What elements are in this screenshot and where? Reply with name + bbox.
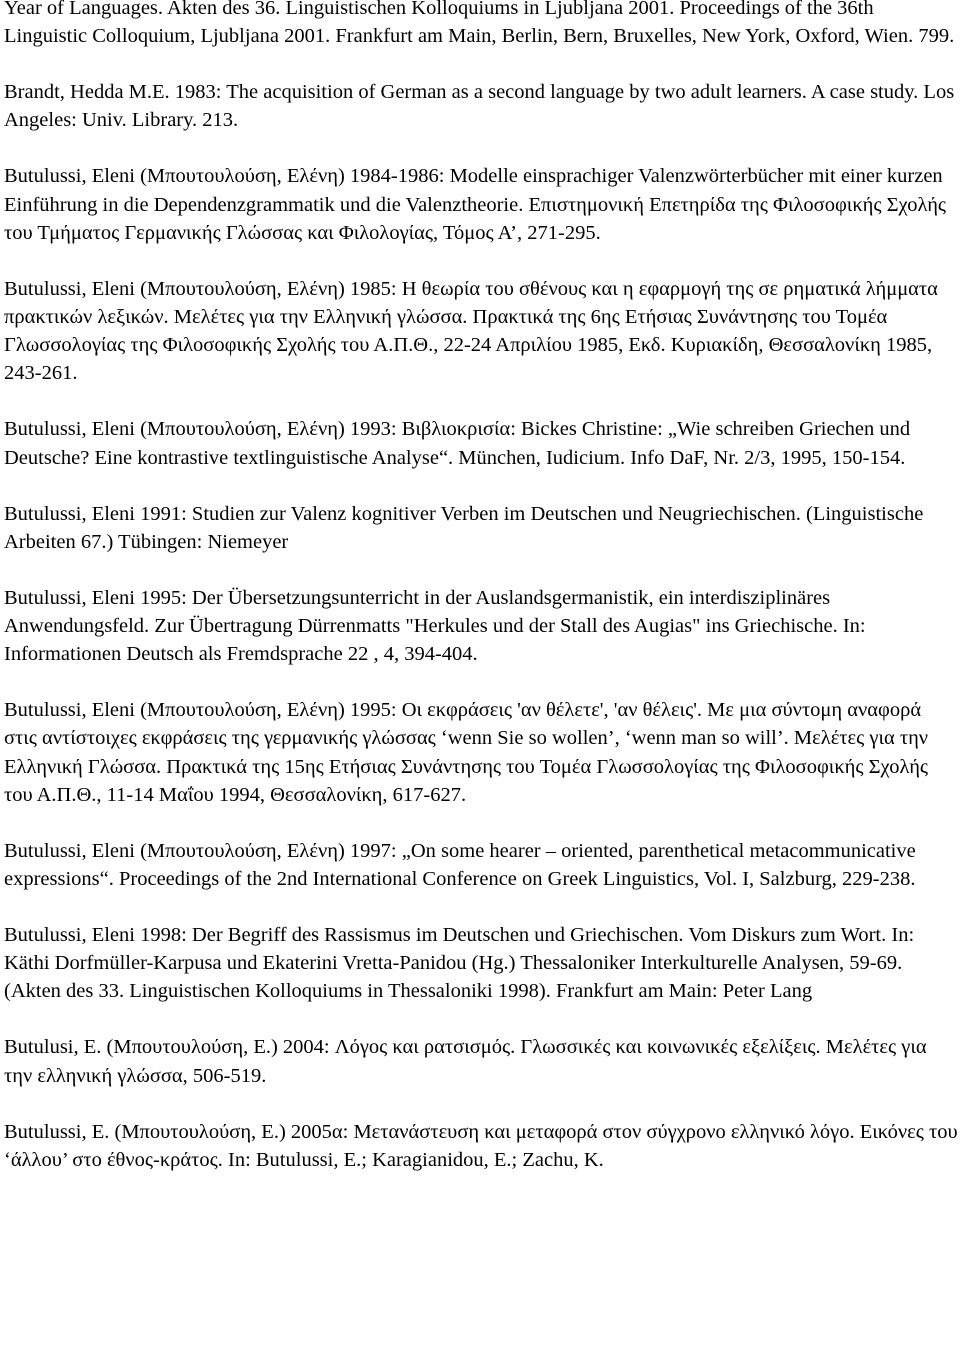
bibliography-entry: Butulussi, Eleni (Μπουτουλούση, Ελένη) 1995: Οι εκφράσεις 'αν θέλετε', 'αν θέλεις'. Με μια σύντομη αναφορά στις αντίστοιχες εκφράσεις της γερμανικής γλώσσας ‘wenn Sie so wollen’, ‘wenn man so will’. Μελέτες για την Ελληνική Γλώσσα. Πρακτικά της 15ης Ετήσιας Συνάντησης του Τομέα Γλωσσολογίας της Φιλοσοφικής Σχολής του Α.Π.Θ., 11-14 Μαΐου 1994, Θεσσαλονίκη, 617-627.: [4, 699, 929, 806]
bibliography-entry: Butulussi, Eleni 1998: Der Begriff des Rassismus im Deutschen und Griechischen. Vom Diskurs zum Wort. In: Käthi Dorfmüller-Karpusa und Ekaterini Vretta-Panidou (Hg.) Thessaloniker Interkulturelle Analysen, 59-69. (Akten des 33. Linguistischen Kolloquiums in Thessaloniki 1998). Frankfurt am Main: Peter Lang: [4, 924, 915, 1003]
bibliography-page: [4, 0, 958, 1174]
bibliography-entry: Butulussi, Eleni (Μπουτουλούση, Ελένη) 1985: Η θεωρία του σθένους και η εφαρμογή της σε ρηματικά λήμματα πρακτικών λεξικών. Μελέτες για την Ελληνική γλώσσα. Πρακτικά της 6ης Ετήσιας Συνάντησης του Τομέα Γλωσσολογίας της Φιλοσοφικής Σχολής του Α.Π.Θ., 22-24 Απριλίου 1985, Εκδ. Κυριακίδη, Θεσσαλονίκη 1985, 243-261.: [4, 277, 938, 385]
bibliography-entry: Year of Languages. Akten des 36. Linguistischen Kolloquiums in Ljubljana 2001. Proceedings of the 36th Linguistic Colloquium, Ljubljana 2001. Frankfurt am Main, Berlin, Bern, Bruxelles, New York, Oxford, Wien. 799.: [4, 0, 955, 48]
bibliography-entry: Butulussi, Eleni (Μπουτουλούση, Ελένη) 1997: „On some hearer – oriented, parenthetical metacommunicative expressions“. Proceedings of the 2nd International Conference on Greek Linguistics, Vol. I, Salzburg, 229-238.: [4, 839, 916, 891]
bibliography-entry: Butulusi, E. (Μπουτουλούση, Ε.) 2004: Λόγος και ρατσισμός. Γλωσσικές και κοινωνικές εξελίξεις. Μελέτες για την ελληνική γλώσσα, 506-519.: [4, 1036, 927, 1087]
bibliography-entry: Butulussi, Eleni (Μπουτουλούση, Ελένη) 1984-1986: Modelle einsprachiger Valenzwörterbücher mit einer kurzen Einführung in die Dependenzgrammatik und die Valenztheorie. Επιστημονική Επετηρίδα της Φιλοσοφικής Σχολής του Τμήματος Γερμανικής Γλώσσας και Φιλολογίας, Τόμος Α’, 271-295.: [4, 165, 947, 244]
bibliography-entry: Butulussi, Eleni 1991: Studien zur Valenz kognitiver Verben im Deutschen und Neugriechischen. (Linguistische Arbeiten 67.) Tübingen: Niemeyer: [4, 502, 924, 553]
bibliography-entry: Butulussi, E. (Μπουτουλούση, Ε.) 2005α: Μετανάστευση και μεταφορά στον σύγχρονο ελληνικό λόγο. Εικόνες του ‘άλλου’ στο έθνος-κράτος. In: Butulussi, E.; Karagianidou, E.; Zachu, K.: [4, 1120, 958, 1171]
bibliography-entry: Butulussi, Eleni 1995: Der Übersetzungsunterricht in der Auslandsgermanistik, ein interdisziplinäres Anwendungsfeld. Zur Übertragung Dürrenmatts "Herkules und der Stall des Augias" ins Griechische. In: Informationen Deutsch als Fremdsprache 22 , 4, 394-404.: [4, 586, 866, 666]
bibliography-entry: Brandt, Hedda M.E. 1983: The acquisition of German as a second language by two adult learners. A case study. Los Angeles: Univ. Library. 213.: [4, 81, 955, 132]
bibliography-entry: Butulussi, Eleni (Μπουτουλούση, Ελένη) 1993: Βιβλιοκρισία: Bickes Christine: „Wie schreiben Griechen und Deutsche? Eine kontrastive textlinguistische Analyse“. München, Iudicium. Info DaF, Nr. 2/3, 1995, 150-154.: [4, 418, 911, 469]
